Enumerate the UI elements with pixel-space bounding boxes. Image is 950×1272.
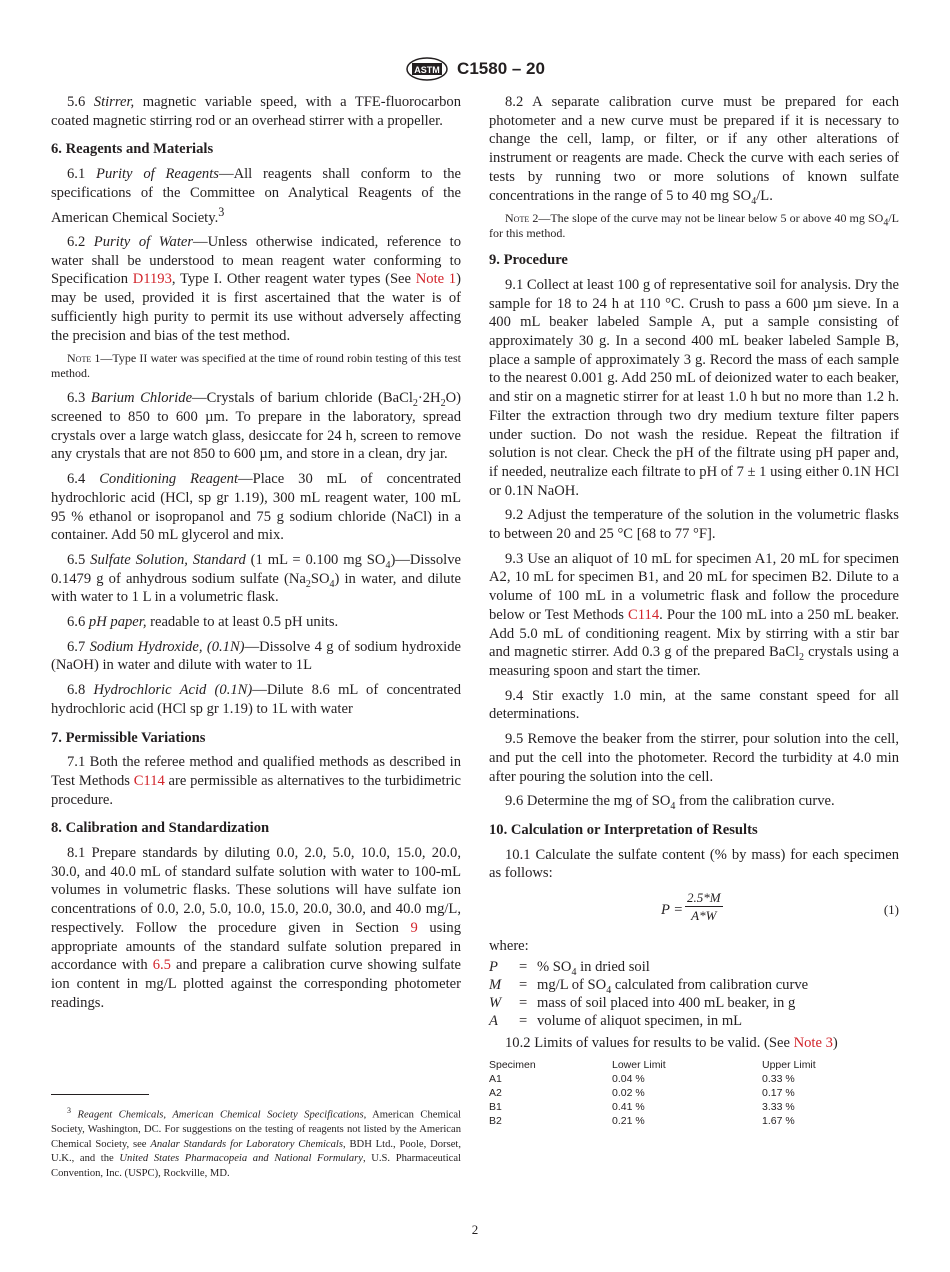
footnote-ref[interactable]: 3 xyxy=(218,204,225,219)
equation-1: P = $\frac{2.5*M}{A*W}$ (1) xyxy=(661,890,899,924)
limits-header-cell: Specimen xyxy=(489,1059,536,1072)
limits-cell: 0.41 % xyxy=(612,1101,645,1114)
section-6-heading: 6. Reagents and Materials xyxy=(51,141,214,158)
link-c114[interactable]: C114 xyxy=(628,606,660,623)
paragraph-6-5: 6.5 Sulfate Solution, Standard (1 mL = 0.100 mg $SO_4)—Dissolve$ 0.1479 g of anhydrous sodium sulfate $(Na_2SO_4)$ in water, and dilute with water to 1 L in a volumetric flask. xyxy=(51,551,461,606)
paragraph-9-2: 9.2 Adjust the temperature of the solution in the volumetric flasks to between 20 and 25 °C [68 to 77 °F]. xyxy=(489,507,899,543)
link-section-9[interactable]: 9 xyxy=(410,919,418,936)
limits-header-cell: Upper Limit xyxy=(762,1059,816,1072)
limits-cell: 0.33 % xyxy=(762,1073,795,1086)
paragraph-6-3: 6.3 Barium Chloride—Crystals of barium chloride $(BaCl_2\cdot 2H_2O)$ screened to 850 to 600 µm. To prepare in the laboratory, spread crystals over a large watch glass, desiccate for 24 h, screen to remove any crystals that are not 850 to 600 µm, and store in a clean, dry jar. xyxy=(51,390,461,463)
paragraph-6-2: 6.2 Purity of Water—Unless otherwise indicated, reference to water shall be understood to mean reagent water conforming to Specification D1193, Type I. Other reagent water types (See Note 1) may be used, provided it is first ascertained that the water is of sufficiently high purity to permit its use without adversely affecting the precision and bias of the test method. xyxy=(51,234,461,344)
left-column xyxy=(51,93,461,1018)
variable-row: W = mass of soil placed into 400 mL beaker, in g xyxy=(489,994,796,1011)
link-note-1[interactable]: Note 1 xyxy=(415,271,457,288)
where-label: where: xyxy=(489,938,529,955)
note-2: Note 2—The slope of the curve may not be linear below 5 or above 40 mg $SO_4/L$ for this method. xyxy=(489,211,899,241)
limits-header-cell: Lower Limit xyxy=(612,1059,666,1072)
footnote-divider xyxy=(51,1094,149,1095)
link-6-5[interactable]: 6.5 xyxy=(152,957,171,974)
paragraph-9-1: 9.1 Collect at least 100 g of representative soil for analysis. Dry the sample for 18 to 24 h at 110 °C. Crush to pass a 600 µm sieve. In a 400 mL beaker labeled Sample A, put a sample consisting of approximately 30 g. In a second 400 mL beaker labeled Sample B, place a sample of approximately 3 g. Record the mass of each sample to the nearest 0.001 g. Add 250 mL of deionized water to each beaker, and stir on a magnetic stirrer for at least 1.0 h but no more than 1.2 h. Filter the extraction through two dry medium texture filter papers under suction. Do not wash the residue. Repeat the filtration if solution is not clear. Check the pH of the filtrate using pH paper and, if needed, neutralize each filtrate to pH of 7 ± 1 using either 0.1N HCl or 0.1N NaOH. xyxy=(489,276,900,499)
variable-row: A = volume of aliquot specimen, in mL xyxy=(489,1012,743,1029)
table-row xyxy=(489,1072,852,1086)
paragraph-10-2: 10.2 Limits of values for results to be valid. (See Note 3) xyxy=(505,1034,838,1051)
limits-cell: A1 xyxy=(489,1073,502,1086)
variable-row: M = mg/L of $SO_4$ calculated from calibration curve xyxy=(489,976,809,996)
paragraph-6-4: 6.4 Conditioning Reagent—Place 30 mL of concentrated hydrochloric acid (HCl, sp gr 1.19), 300 mL reagent water, 100 mL 95 % ethanol or isopropanol and 75 g sodium chloride (NaCl) in a container. Add 50 mL glycerol and mix. xyxy=(51,471,461,544)
paragraph-6-7: 6.7 Sodium Hydroxide, (0.1N)—Dissolve 4 g of sodium hydroxide (NaOH) in water and dilute with water to 1L xyxy=(51,638,461,674)
doc-code: C1580 – 20 xyxy=(457,59,545,78)
limits-cell: 1.67 % xyxy=(762,1115,795,1128)
page-number: 2 xyxy=(471,1222,479,1237)
limits-cell: 0.04 % xyxy=(612,1073,645,1086)
limits-table xyxy=(489,1058,852,1128)
footnote-3: $^3$ Reagent Chemicals, American Chemical Society Specifications, American Chemical Society, Washington, DC. For suggestions on the testing of reagents not listed by the American Chemical Society, see Analar Standards for Laboratory Chemicals, BDH Ltd., Poole, Dorset, U.K., and the United States Pharmacopeia and National Formulary, U.S. Pharmaceutical Convention, Inc. (USPC), Rockville, MD. xyxy=(51,1106,461,1179)
section-8-heading: 8. Calibration and Standardization xyxy=(51,820,270,837)
variable-definitions xyxy=(489,958,808,1030)
paragraph-8-1: 8.1 Prepare standards by diluting 0.0, 2.0, 5.0, 10.0, 15.0, 20.0, 30.0, and 40.0 mL of standard sulfate solution with water to 100-mL volumes in volumetric flasks. These solutions will have sulfate ion concentrations of 0.0, 2.0, 5.0, 10.0, 15.0, 20.0, 30.0, and 40.0 mg/L, respectively. Follow the procedure given in Section 9 using appropriate amounts of the standard sulfate solution prepared in accordance with 6.5 and prepare a calibration curve showing sulfate ion content in mg/L plotted against the corresponding photometer readings. xyxy=(51,845,461,1011)
limits-cell: A2 xyxy=(489,1087,502,1100)
paragraph-10-1: 10.1 Calculate the sulfate content (% by mass) for each specimen as follows: xyxy=(489,846,899,882)
variable-row: P = % $SO_4$ in dried soil xyxy=(489,958,650,978)
link-c114[interactable]: C114 xyxy=(133,772,165,789)
paragraph-7-1: 7.1 Both the referee method and qualified methods as described in Test Methods C114 are permissible as alternatives to the turbidimetric procedure. xyxy=(51,754,461,808)
section-7-heading: 7. Permissible Variations xyxy=(51,729,206,746)
paragraph-6-1: 6.1 Purity of Reagents—All reagents shall conform to the specifications of the Committee on Analytical Reagents of the American Chemical Society.$^3$ xyxy=(51,166,461,226)
paragraph-5-6: 5.6 Stirrer, magnetic variable speed, with a TFE-fluorocarbon coated magnetic stirring rod or an overhead stirrer with a propeller. xyxy=(51,94,461,129)
limits-cell: 3.33 % xyxy=(762,1101,795,1114)
limits-cell: 0.17 % xyxy=(762,1087,795,1100)
paragraph-9-4: 9.4 Stir exactly 1.0 min, at the same constant speed for all determinations. xyxy=(489,687,899,723)
paragraph-6-8: 6.8 Hydrochloric Acid (0.1N)—Dilute 8.6 mL of concentrated hydrochloric acid (HCl sp gr 1.19) to 1L with water xyxy=(51,682,461,717)
section-9-heading: 9. Procedure xyxy=(489,252,568,269)
equation-fraction: $\frac{2.5*M}{A*W}$ xyxy=(687,890,721,924)
paragraph-9-6: 9.6 Determine the mg of $SO_4$ from the calibration curve. xyxy=(505,793,835,813)
paragraph-8-2: 8.2 A separate calibration curve must be prepared for each photometer and a new curve must be prepared if it is necessary to change the cell, lamp, or filter, or if any other alterations of instrument or reagents are made. Check the curve with each series of tests by running two or more solutions of known sulfate concentrations in the range of 5 to 40 mg $SO_4/L$. xyxy=(489,94,899,207)
note-1: Note 1—Type II water was specified at the time of round robin testing of this test method. xyxy=(51,351,462,381)
paragraph-9-5: 9.5 Remove the beaker from the stirrer, pour solution into the cell, and put the cell into the photometer. Record the turbidity at 4.0 min after pouring the solution into the cell. xyxy=(489,731,899,785)
link-d1193[interactable]: D1193 xyxy=(132,271,172,288)
paragraph-6-6: 6.6 pH paper, readable to at least 0.5 pH units. xyxy=(67,614,339,631)
paragraph-9-3: 9.3 Use an aliquot of 10 mL for specimen A1, 20 mL for specimen A2, 10 mL for specimen B1, and 20 mL for specimen B2. Dilute to a volume of 100 mL in a volumetric flask and follow the procedure below or Test Methods C114. Pour the 100 mL into a 250 mL beaker. Add 5.0 mL of conditioning reagent. Mix by stirring with a stir bar and magnetic stirrer. Add 0.3 g of the prepared BaCl$_2$ crystals using a measuring spoon and start the timer. xyxy=(489,550,899,679)
right-column xyxy=(489,93,899,1128)
table-row xyxy=(489,1086,852,1100)
limits-cell: 0.02 % xyxy=(612,1087,645,1100)
limits-cell: 0.21 % xyxy=(612,1115,645,1128)
table-row xyxy=(489,1100,852,1114)
limits-cell: B2 xyxy=(489,1115,502,1128)
svg-text:ASTM: ASTM xyxy=(414,65,440,75)
limits-cell: B1 xyxy=(489,1101,502,1114)
equation-number: (1) xyxy=(883,902,899,918)
page-header xyxy=(0,56,950,86)
section-10-heading: 10. Calculation or Interpretation of Results xyxy=(489,821,758,838)
astm-logo-icon xyxy=(405,56,449,82)
table-row xyxy=(489,1114,852,1128)
link-note-3[interactable]: Note 3 xyxy=(793,1034,833,1051)
